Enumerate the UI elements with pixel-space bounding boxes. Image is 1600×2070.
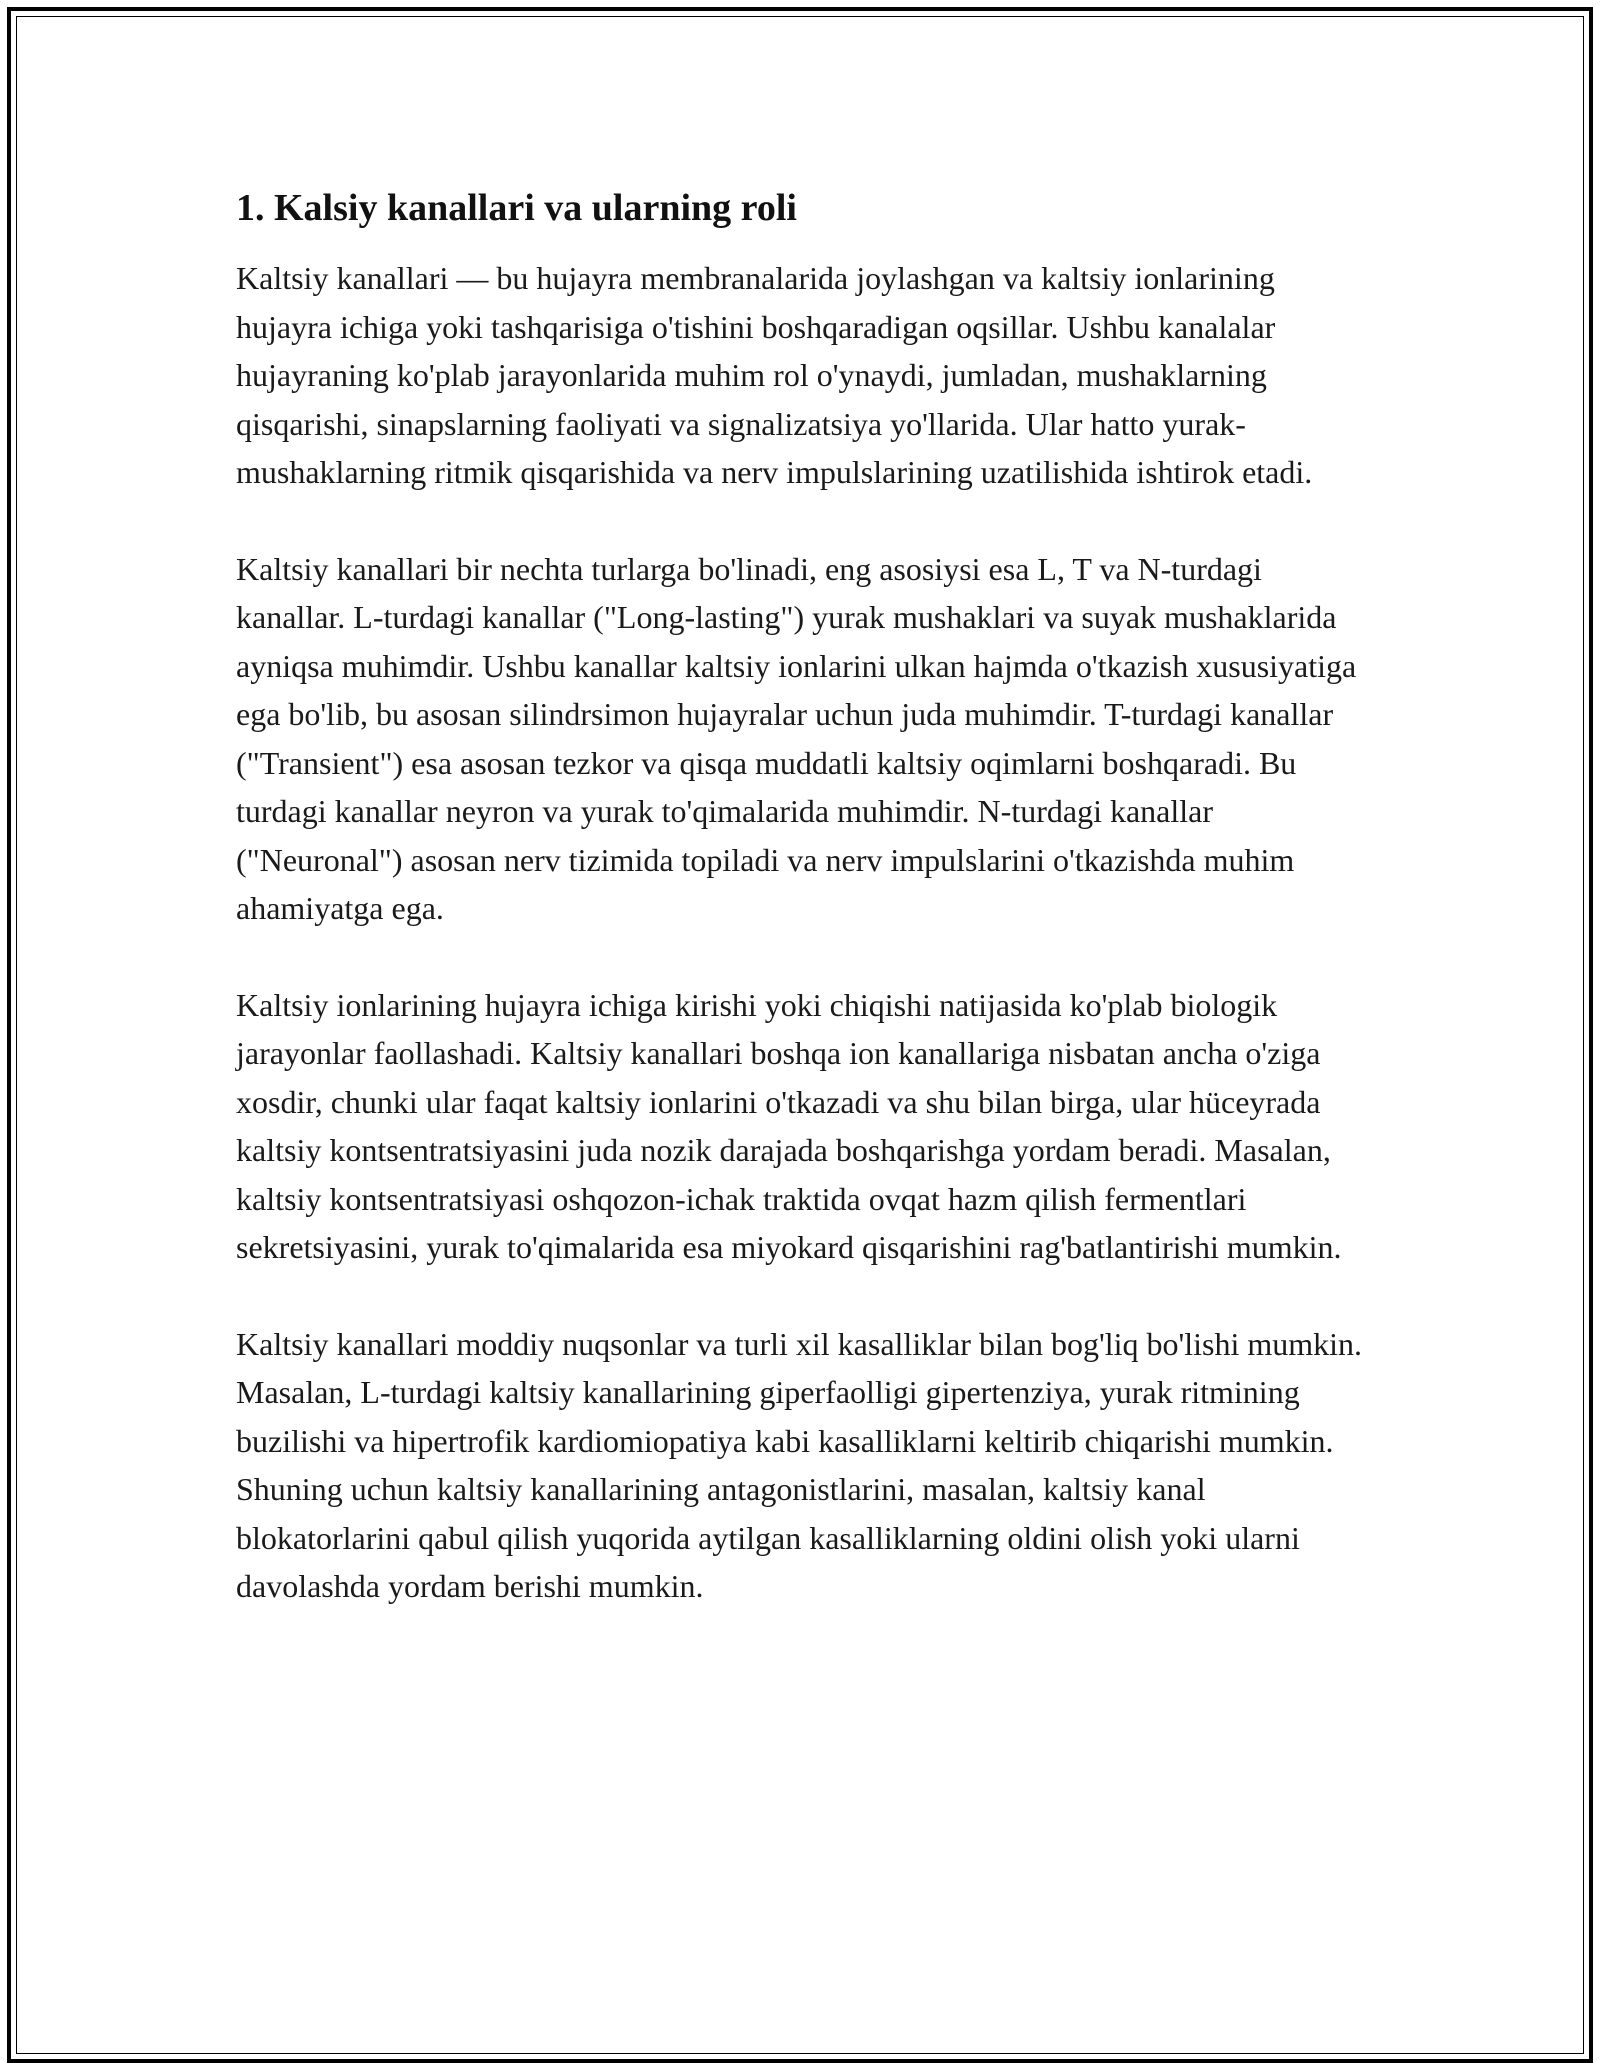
document-body bbox=[236, 184, 1376, 1659]
paragraph-intro: Kaltsiy kanallari — bu hujayra membranalarida joylashgan va kaltsiy ionlarining hujayra ichiga yoki tashqarisiga o'tishini boshqaradigan oqsillar. Ushbu kanalalar hujayraning ko'plab jarayonlarida muhim rol o'ynaydi, jumladan, mushaklarning qisqarishi, sinapslarning faoliyati va signalizatsiya yo'llarida. Ular hatto yurak-mushaklarning ritmik qisqarishida va nerv impulslarining uzatilishida ishtirok etadi. bbox=[236, 260, 1313, 490]
paragraph-diseases: Kaltsiy kanallari moddiy nuqsonlar va turli xil kasalliklar bilan bog'liq bo'lishi mumkin. Masalan, L-turdagi kaltsiy kanallarining giperfaolligi gipertenziya, yurak ritmining buzilishi va hipertrofik kardiomiopatiya kabi kasalliklarni keltirib chiqarishi mumkin. Shuning uchun kaltsiy kanallarining antagonistlarini, masalan, kaltsiy kanal blokatorlarini qabul qilish yuqorida aytilgan kasalliklarning oldini olish yoki ularni davolashda yordam berishi mumkin. bbox=[236, 1325, 1363, 1604]
section-heading: 1. Kalsiy kanallari va ularning roli bbox=[236, 187, 797, 229]
paragraph-biological-processes: Kaltsiy ionlarining hujayra ichiga kirishi yoki chiqishi natijasida ko'plab biologik jarayonlar faollashadi. Kaltsiy kanallari boshqa ion kanallariga nisbatan ancha o'ziga xosdir, chunki ular faqat kaltsiy ionlarini o'tkazadi va shu bilan birga, ular hüceyrada kaltsiy kontsentratsiyasini juda nozik darajada boshqarishga yordam beradi. Masalan, kaltsiy kontsentratsiyasi oshqozon-ichak traktida ovqat hazm qilish fermentlari sekretsiyasini, yurak to'qimalarida esa miyokard qisqarishini rag'batlantirishi mumkin. bbox=[236, 986, 1342, 1265]
paragraph-channel-types: Kaltsiy kanallari bir nechta turlarga bo'linadi, eng asosiysi esa L, T va N-turdagi kanallar. L-turdagi kanallar ("Long-lasting") yurak mushaklari va suyak mushaklarida ayniqsa muhimdir. Ushbu kanallar kaltsiy ionlarini ulkan hajmda o'tkazish xususiyatiga ega bo'lib, bu asosan silindrsimon hujayralar uchun juda muhimdir. T-turdagi kanallar ("Transient") esa asosan tezkor va qisqa muddatli kaltsiy oqimlarni boshqaradi. Bu turdagi kanallar neyron va yurak to'qimalarida muhimdir. N-turdagi kanallar ("Neuronal") asosan nerv tizimida topiladi va nerv impulslarini o'tkazishda muhim ahamiyatga ega. bbox=[236, 550, 1357, 926]
